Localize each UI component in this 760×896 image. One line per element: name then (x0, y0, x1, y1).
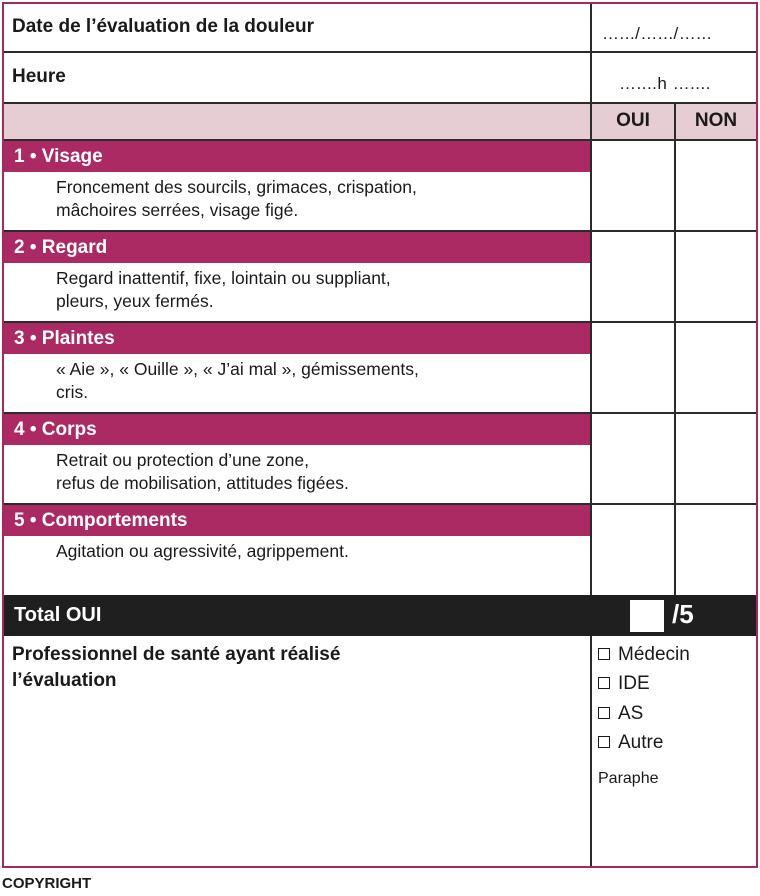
yes-cell-plaintes[interactable] (592, 323, 676, 412)
date-field[interactable]: ….../….../…... (602, 24, 712, 43)
no-cell-regard[interactable] (676, 232, 756, 321)
category-description-line: Retrait ou protection d’une zone, (56, 450, 309, 470)
no-cell-comportements[interactable] (676, 505, 756, 595)
time-label: Heure (12, 66, 66, 87)
category-description-line: Froncement des sourcils, grimaces, crispation, (56, 177, 417, 197)
date-label: Date de l’évaluation de la douleur (12, 16, 314, 37)
yes-cell-regard[interactable] (592, 232, 676, 321)
no-cell-visage[interactable] (676, 141, 756, 230)
professional-label: l’évaluation (12, 670, 117, 691)
option-autre[interactable] (598, 732, 663, 754)
no-cell-corps[interactable] (676, 414, 756, 503)
category-title: 1 • Visage (4, 141, 590, 172)
category-title: 3 • Plaintes (4, 323, 590, 354)
pain-assessment-form (2, 2, 758, 868)
total-bar (4, 595, 756, 636)
total-denominator: /5 (672, 599, 694, 629)
checkbox[interactable] (598, 677, 610, 689)
option-medecin[interactable] (598, 644, 690, 666)
column-divider (590, 636, 592, 866)
category-description-line: cris. (56, 382, 89, 402)
total-label: Total OUI (14, 604, 102, 626)
no-cell-plaintes[interactable] (676, 323, 756, 412)
option-label: Autre (618, 732, 664, 753)
divider (4, 51, 756, 53)
copyright: COPYRIGHT (2, 875, 92, 892)
column-divider (674, 104, 676, 595)
checkbox[interactable] (598, 707, 610, 719)
yes-cell-visage[interactable] (592, 141, 676, 230)
signature-label: Paraphe (598, 770, 659, 787)
category-title: 5 • Comportements (4, 505, 590, 536)
category-description-line: Agitation ou agressivité, agrippement. (56, 541, 349, 561)
option-label: IDE (618, 673, 650, 694)
option-as[interactable] (598, 703, 643, 725)
option-label: AS (618, 703, 644, 724)
yes-cell-corps[interactable] (592, 414, 676, 503)
no-column-header: NON (694, 110, 738, 131)
option-ide[interactable] (598, 673, 650, 695)
yes-cell-comportements[interactable] (592, 505, 676, 595)
category-description-line: refus de mobilisation, attitudes figées. (56, 473, 349, 493)
category-title: 4 • Corps (4, 414, 590, 445)
time-field[interactable]: …....h ….... (619, 74, 711, 93)
checkbox[interactable] (598, 736, 610, 748)
checkbox[interactable] (598, 648, 610, 660)
option-label: Médecin (618, 644, 690, 665)
yes-column-header: OUI (616, 110, 650, 131)
total-input-box[interactable] (630, 600, 664, 632)
category-description-line: « Aie », « Ouille », « J’ai mal », gémissements, (56, 359, 419, 379)
category-title: 2 • Regard (4, 232, 590, 263)
column-divider (590, 4, 592, 595)
category-description-line: mâchoires serrées, visage figé. (56, 200, 299, 220)
category-description-line: Regard inattentif, fixe, lointain ou suppliant, (56, 268, 391, 288)
category-description-line: pleurs, yeux fermés. (56, 291, 214, 311)
professional-label: Professionnel de santé ayant réalisé (12, 644, 341, 665)
